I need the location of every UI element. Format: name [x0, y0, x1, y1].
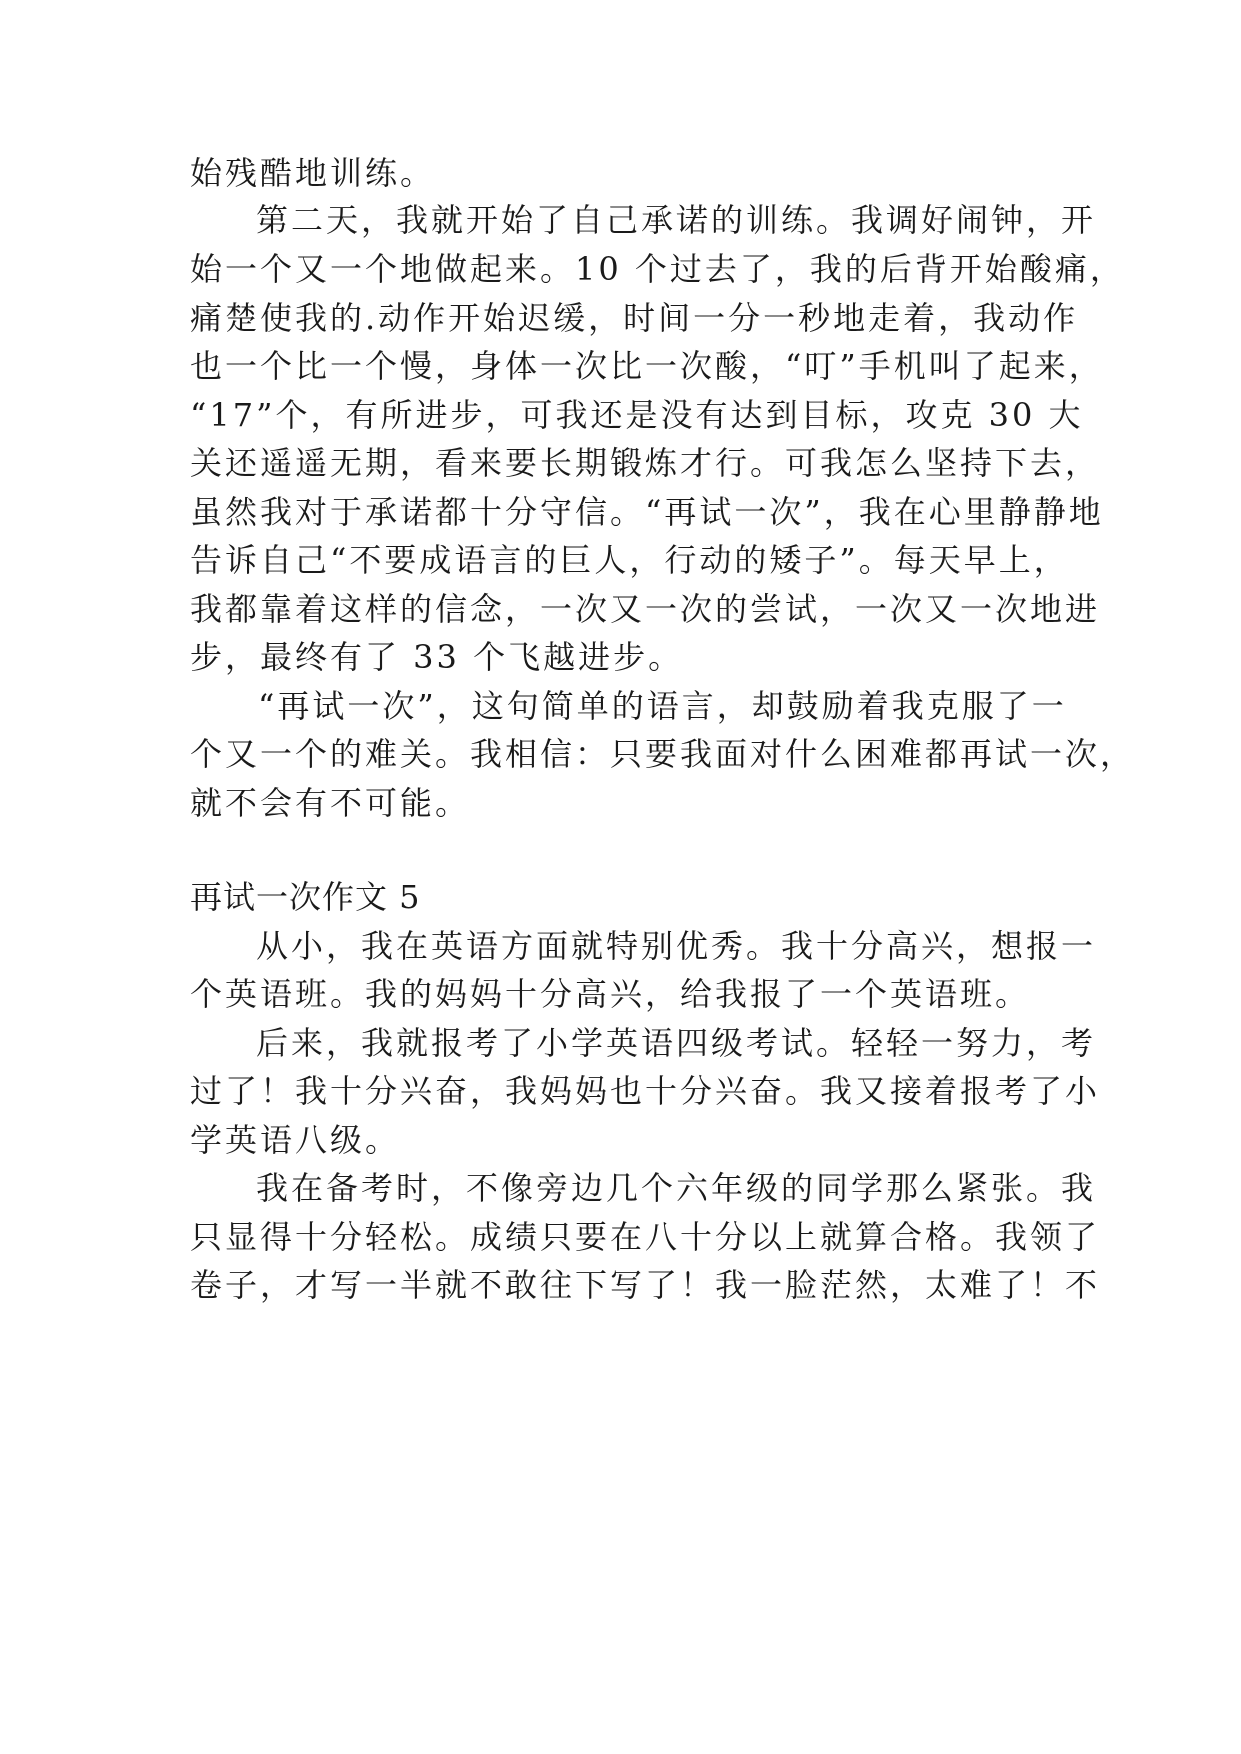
- text-line: 虽然我对于承诺都十分守信。“再试一次”，我在心里静静地: [190, 493, 1104, 531]
- text-line: 卷子，才写一半就不敢往下写了！我一脸茫然，太难了！不: [190, 1266, 1101, 1304]
- paragraph-start-line: 我在备考时，不像旁边几个六年级的同学那么紧张。我: [256, 1169, 1097, 1207]
- text-line: “17”个，有所进步，可我还是没有达到目标，攻克 30 大: [190, 396, 1084, 434]
- text-line: 关还遥遥无期，看来要长期锻炼才行。可我怎么坚持下去，: [190, 444, 1101, 482]
- text-line: 始一个又一个地做起来。10 个过去了，我的后背开始酸痛，: [190, 250, 1125, 288]
- text-line: 就不会有不可能。: [190, 784, 471, 822]
- text-line: 我都靠着这样的信念，一次又一次的尝试，一次又一次地进: [190, 590, 1101, 628]
- text-line: 步，最终有了 33 个飞越进步。: [190, 638, 684, 676]
- text-line: 痛楚使我的.动作开始迟缓，时间一分一秒地走着，我动作: [190, 299, 1079, 337]
- paragraph-start-line: 第二天，我就开始了自己承诺的训练。我调好闹钟，开: [256, 201, 1097, 239]
- text-line: 告诉自己“不要成语言的巨人，行动的矮子”。每天早上，: [190, 541, 1069, 579]
- text-line: 始残酷地训练。: [190, 154, 436, 192]
- paragraph-start-line: 从小，我在英语方面就特别优秀。我十分高兴，想报一: [256, 927, 1097, 965]
- text-line: 过了！我十分兴奋，我妈妈也十分兴奋。我又接着报考了小: [190, 1072, 1101, 1110]
- text-line: 个又一个的难关。我相信：只要我面对什么困难都再试一次，: [190, 735, 1136, 773]
- text-line: 个英语班。我的妈妈十分高兴，给我报了一个英语班。: [190, 975, 1031, 1013]
- paragraph-start-line: “再试一次”，这句简单的语言，却鼓励着我克服了一: [258, 687, 1067, 725]
- paragraph-start-line: 后来，我就报考了小学英语四级考试。轻轻一努力，考: [256, 1024, 1097, 1062]
- text-line: 也一个比一个慢，身体一次比一次酸，“叮”手机叫了起来，: [190, 347, 1104, 385]
- section-heading: 再试一次作文 5: [190, 878, 421, 916]
- text-line: 只显得十分轻松。成绩只要在八十分以上就算合格。我领了: [190, 1218, 1101, 1256]
- text-line: 学英语八级。: [190, 1121, 401, 1159]
